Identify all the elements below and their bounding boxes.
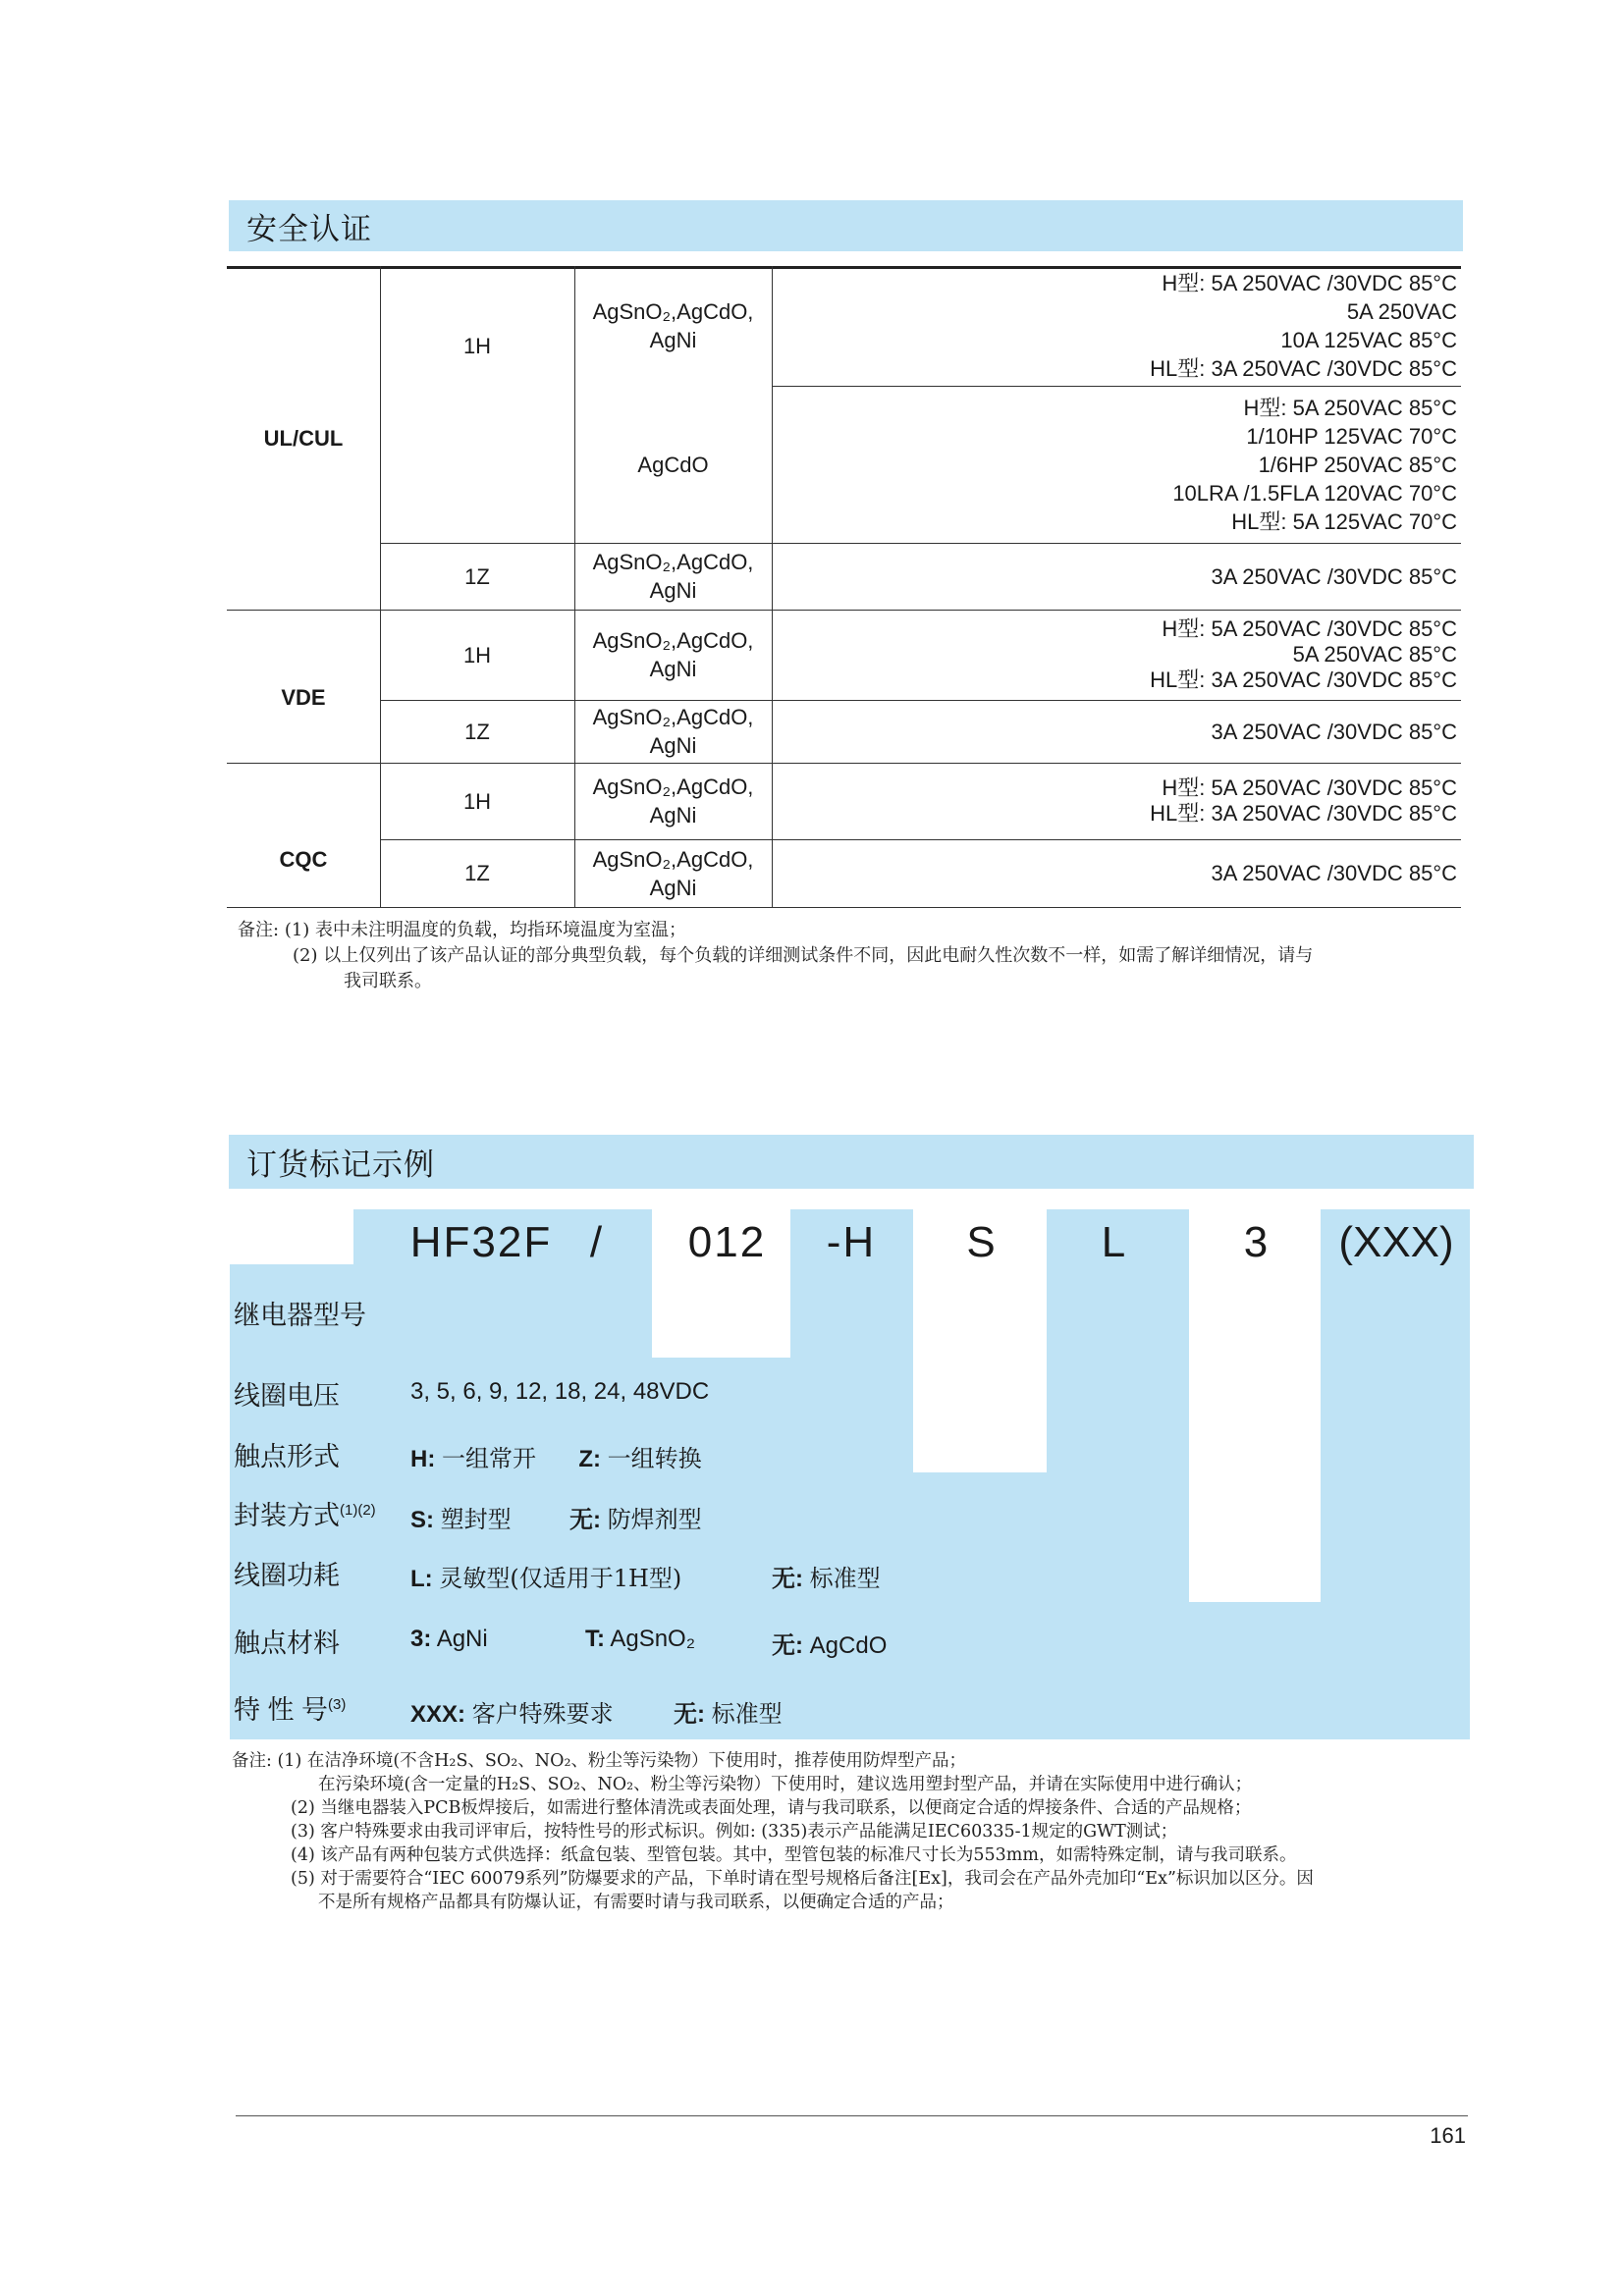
- code-slash: /: [589, 1218, 605, 1266]
- code-seal: S: [966, 1218, 998, 1266]
- cert-material: AgSnO₂,AgCdO, AgNi: [592, 774, 754, 828]
- row-label-contact: 触点形式: [234, 1442, 340, 1471]
- code-power: L: [1101, 1218, 1128, 1266]
- order-notes: 备注: (1) 在洁净环境(不含H₂S、SO₂、NO₂、粉尘等污染物）下使用时，推荐使用防焊型产品； 在污染环境(含一定量的H₂S、SO₂、NO₂、粉尘等污染物）下使用时，建议选用塑封型产品，并请在实际使用中进行确认； (2) 当继电器装入PCB板焊接后，如需进行整体清洗或表面处理，请与我司联系，以便商定合适的焊接条件、合适的产品规格； (3) 客户特殊要求由我司评审后，按特性号的形式标识。例如: (335)表示产品能满足IEC60335-1规定的GWT测试； (4) 该产品有两种包装方式供选择：纸盒包装、型管包装。其中，型管包装的标准尺寸长为553mm，如需特殊定制，请与我司联系。 (5) 对于需要符合“IEC 60079系列”防爆要求的产品，下单时请在型号规格后备注[Ex]，我司会在产品外壳加印“Ex”标识加以区分。因 不是所有规格产品都具有防爆认证，有需要时请与我司联系，以便确定合适的产品；: [232, 1751, 1314, 1912]
- row-label-seal: 封装方式$^{(1)(2)}$: [234, 1501, 376, 1530]
- cert-rating: H型: 5A 250VAC /30VDC 85°C 5A 250VAC 85°C HL型: 3A 250VAC /30VDC 85°C: [1150, 616, 1457, 692]
- cert-rating: H型: 5A 250VAC 85°C 1/10HP 125VAC 70°C 1/6HP 250VAC 85°C 10LRA /1.5FLA 120VAC 70°C HL型: 5A 125VAC 70°C: [1172, 395, 1457, 534]
- cert-form: 1H: [462, 788, 492, 814]
- order-title-text: 订货标记示例: [246, 1148, 435, 1182]
- cert-material: AgSnO₂,AgCdO, AgNi: [592, 846, 754, 900]
- cert-rating: H型: 5A 250VAC /30VDC 85°C 5A 250VAC 10A 125VAC 85°C HL型: 3A 250VAC /30VDC 85°C: [1150, 271, 1457, 381]
- cert-title-text: 安全认证: [246, 211, 372, 246]
- code-special: (XXX): [1338, 1218, 1454, 1266]
- cert-form: 1Z: [464, 861, 490, 885]
- cert-standard-vde: VDE: [281, 684, 326, 710]
- cert-standard-ul: UL/CUL: [263, 425, 344, 451]
- row-label-material: 触点材料: [234, 1629, 340, 1658]
- cert-material: AgSnO₂,AgCdO, AgNi: [592, 299, 754, 352]
- code-contact: -H: [826, 1218, 877, 1266]
- cert-rating: 3A 250VAC /30VDC 85°C: [1211, 719, 1457, 744]
- row-value-material: 3: AgNi T: AgSnO₂ 无: AgCdO: [410, 1626, 888, 1659]
- cert-form: 1H: [462, 642, 492, 667]
- special-footnote-ref: (3): [328, 1696, 347, 1713]
- cert-material: AgSnO₂,AgCdO, AgNi: [592, 705, 754, 758]
- cert-rating: H型: 5A 250VAC /30VDC 85°C HL型: 3A 250VAC /30VDC 85°C: [1150, 775, 1457, 826]
- cert-material: AgSnO₂,AgCdO, AgNi: [592, 628, 754, 681]
- row-label-special: 特 性 号$^{(3)}$: [234, 1695, 347, 1725]
- cert-material: AgCdO: [637, 452, 709, 477]
- row-label-power: 线圈功耗: [234, 1561, 340, 1590]
- row-label-model: 继电器型号: [234, 1301, 366, 1330]
- cert-rating: 3A 250VAC /30VDC 85°C: [1211, 861, 1457, 885]
- footer-rule: [236, 2115, 1468, 2116]
- cert-form: 1Z: [464, 719, 490, 744]
- row-value-power: L: 灵敏型(仅适用于1H型) 无: 标准型: [410, 1565, 881, 1592]
- code-material: 3: [1243, 1218, 1271, 1266]
- row-value-contact: H: 一组常开 Z: 一组转换: [410, 1445, 702, 1472]
- cert-form: 1H: [462, 333, 492, 358]
- page-number: 161: [1430, 2123, 1466, 2148]
- code-voltage: 012: [687, 1218, 767, 1266]
- seal-footnote-ref: (1)(2): [340, 1502, 376, 1519]
- row-label-voltage: 线圈电压: [234, 1381, 340, 1411]
- row-value-voltage: 3, 5, 6, 9, 12, 18, 24, 48VDC: [410, 1378, 710, 1405]
- cert-form: 1Z: [464, 563, 490, 589]
- row-value-seal: S: 塑封型 无: 防焊剂型: [410, 1506, 702, 1533]
- row-value-special: XXX: 客户特殊要求 无: 标准型: [410, 1700, 783, 1728]
- cert-material: AgSnO₂,AgCdO, AgNi: [592, 550, 754, 603]
- cert-rating: 3A 250VAC /30VDC 85°C: [1211, 563, 1457, 589]
- cert-section-title: [229, 200, 1463, 251]
- cert-standard-cqc: CQC: [279, 847, 328, 872]
- order-section-title: [229, 1135, 1474, 1189]
- code-model: HF32F: [409, 1218, 553, 1266]
- cert-notes: 备注: (1) 表中未注明温度的负载，均指环境温度为室温； (2) 以上仅列出了该产品认证的部分典型负载，每个负载的详细测试条件不同，因此电耐久性次数不一样，如需了解详细情况，请与 我司联系。: [238, 920, 1314, 991]
